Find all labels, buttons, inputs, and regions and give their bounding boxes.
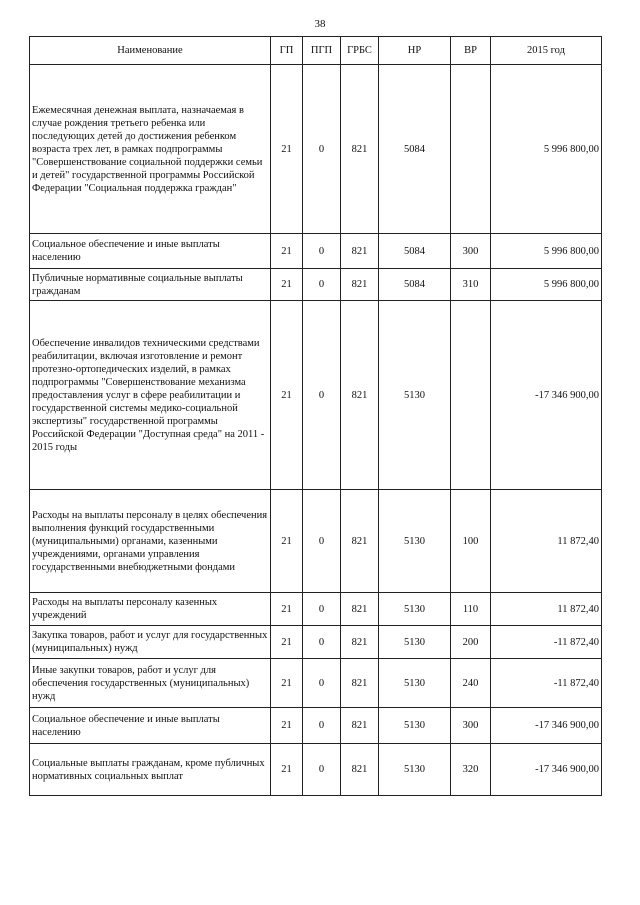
cell-name: Ежемесячная денежная выплата, назначаемая в случае рождения третьего ребенка или последующих детей до достижения ребенком возраста трех лет, в рамках подпрограммы "Совершенствование социальной поддержки семьи и детей" государственной программы Российской Федерации "Социальная поддержка граждан" [30,65,271,234]
cell-grbs: 821 [341,659,379,708]
cell-nr: 5130 [379,744,451,796]
cell-gp: 21 [271,593,303,626]
page-number: 38 [314,18,326,30]
cell-pgp: 0 [303,708,341,744]
cell-amount: -11 872,40 [491,626,602,659]
cell-amount: 5 996 800,00 [491,269,602,301]
table-row [30,490,602,593]
cell-gp: 21 [271,301,303,490]
cell-vr: 240 [451,659,491,708]
table-row [30,626,602,659]
cell-vr: 320 [451,744,491,796]
cell-nr: 5130 [379,708,451,744]
cell-vr: 200 [451,626,491,659]
cell-gp: 21 [271,490,303,593]
cell-pgp: 0 [303,234,341,269]
cell-grbs: 821 [341,744,379,796]
cell-grbs: 821 [341,65,379,234]
cell-grbs: 821 [341,626,379,659]
cell-name: Расходы на выплаты персоналу в целях обеспечения выполнения функций государственными (муниципальными) органами, казенными учреждениями, органами управления государственными внебюджетными фондами [30,490,271,593]
cell-vr: 300 [451,708,491,744]
cell-name: Иные закупки товаров, работ и услуг для обеспечения государственных (муниципальных) нужд [30,659,271,708]
cell-gp: 21 [271,269,303,301]
cell-nr: 5130 [379,626,451,659]
cell-nr: 5084 [379,234,451,269]
cell-pgp: 0 [303,301,341,490]
cell-name: Публичные нормативные социальные выплаты гражданам [30,269,271,301]
table-row [30,593,602,626]
cell-grbs: 821 [341,593,379,626]
cell-pgp: 0 [303,490,341,593]
cell-name: Социальное обеспечение и иные выплаты населению [30,234,271,269]
cell-name: Социальное обеспечение и иные выплаты населению [30,708,271,744]
cell-nr: 5130 [379,593,451,626]
header-nr: НР [379,37,451,65]
cell-amount: -17 346 900,00 [491,301,602,490]
table-row [30,744,602,796]
table-row [30,269,602,301]
table-header-row [30,37,602,65]
cell-vr: 300 [451,234,491,269]
cell-amount: -11 872,40 [491,659,602,708]
cell-pgp: 0 [303,659,341,708]
cell-nr: 5084 [379,65,451,234]
header-name: Наименование [30,37,271,65]
cell-pgp: 0 [303,269,341,301]
cell-pgp: 0 [303,65,341,234]
cell-pgp: 0 [303,744,341,796]
cell-grbs: 821 [341,234,379,269]
cell-amount: -17 346 900,00 [491,708,602,744]
cell-vr: 310 [451,269,491,301]
cell-gp: 21 [271,234,303,269]
cell-nr: 5084 [379,269,451,301]
cell-name: Обеспечение инвалидов техническими средствами реабилитации, включая изготовление и ремонт протезно-ортопедических изделий, в рамках подпрограммы "Совершенствование механизма предоставления услуг в сфере реабилитации и государственной системы медико-социальной экспертизы" государственной программы Российской Федерации "Доступная среда" на 2011 - 2015 годы [30,301,271,490]
table-row [30,708,602,744]
header-pgp: ПГП [303,37,341,65]
cell-pgp: 0 [303,626,341,659]
table-row [30,234,602,269]
cell-gp: 21 [271,65,303,234]
cell-gp: 21 [271,708,303,744]
budget-table [29,36,602,796]
cell-grbs: 821 [341,269,379,301]
table-row [30,65,602,234]
cell-grbs: 821 [341,708,379,744]
cell-name: Расходы на выплаты персоналу казенных учреждений [30,593,271,626]
header-year: 2015 год [491,37,602,65]
cell-gp: 21 [271,659,303,708]
cell-vr [451,301,491,490]
cell-nr: 5130 [379,301,451,490]
table-row [30,301,602,490]
header-grbs: ГРБС [341,37,379,65]
cell-name: Социальные выплаты гражданам, кроме публичных нормативных социальных выплат [30,744,271,796]
cell-nr: 5130 [379,490,451,593]
header-vr: ВР [451,37,491,65]
table-row [30,659,602,708]
cell-gp: 21 [271,626,303,659]
cell-grbs: 821 [341,490,379,593]
cell-amount: 5 996 800,00 [491,65,602,234]
cell-gp: 21 [271,744,303,796]
cell-name: Закупка товаров, работ и услуг для государственных (муниципальных) нужд [30,626,271,659]
header-gp: ГП [271,37,303,65]
cell-pgp: 0 [303,593,341,626]
cell-amount: 11 872,40 [491,593,602,626]
cell-grbs: 821 [341,301,379,490]
cell-vr: 100 [451,490,491,593]
cell-nr: 5130 [379,659,451,708]
cell-amount: 5 996 800,00 [491,234,602,269]
cell-amount: -17 346 900,00 [491,744,602,796]
cell-vr [451,65,491,234]
cell-amount: 11 872,40 [491,490,602,593]
cell-vr: 110 [451,593,491,626]
